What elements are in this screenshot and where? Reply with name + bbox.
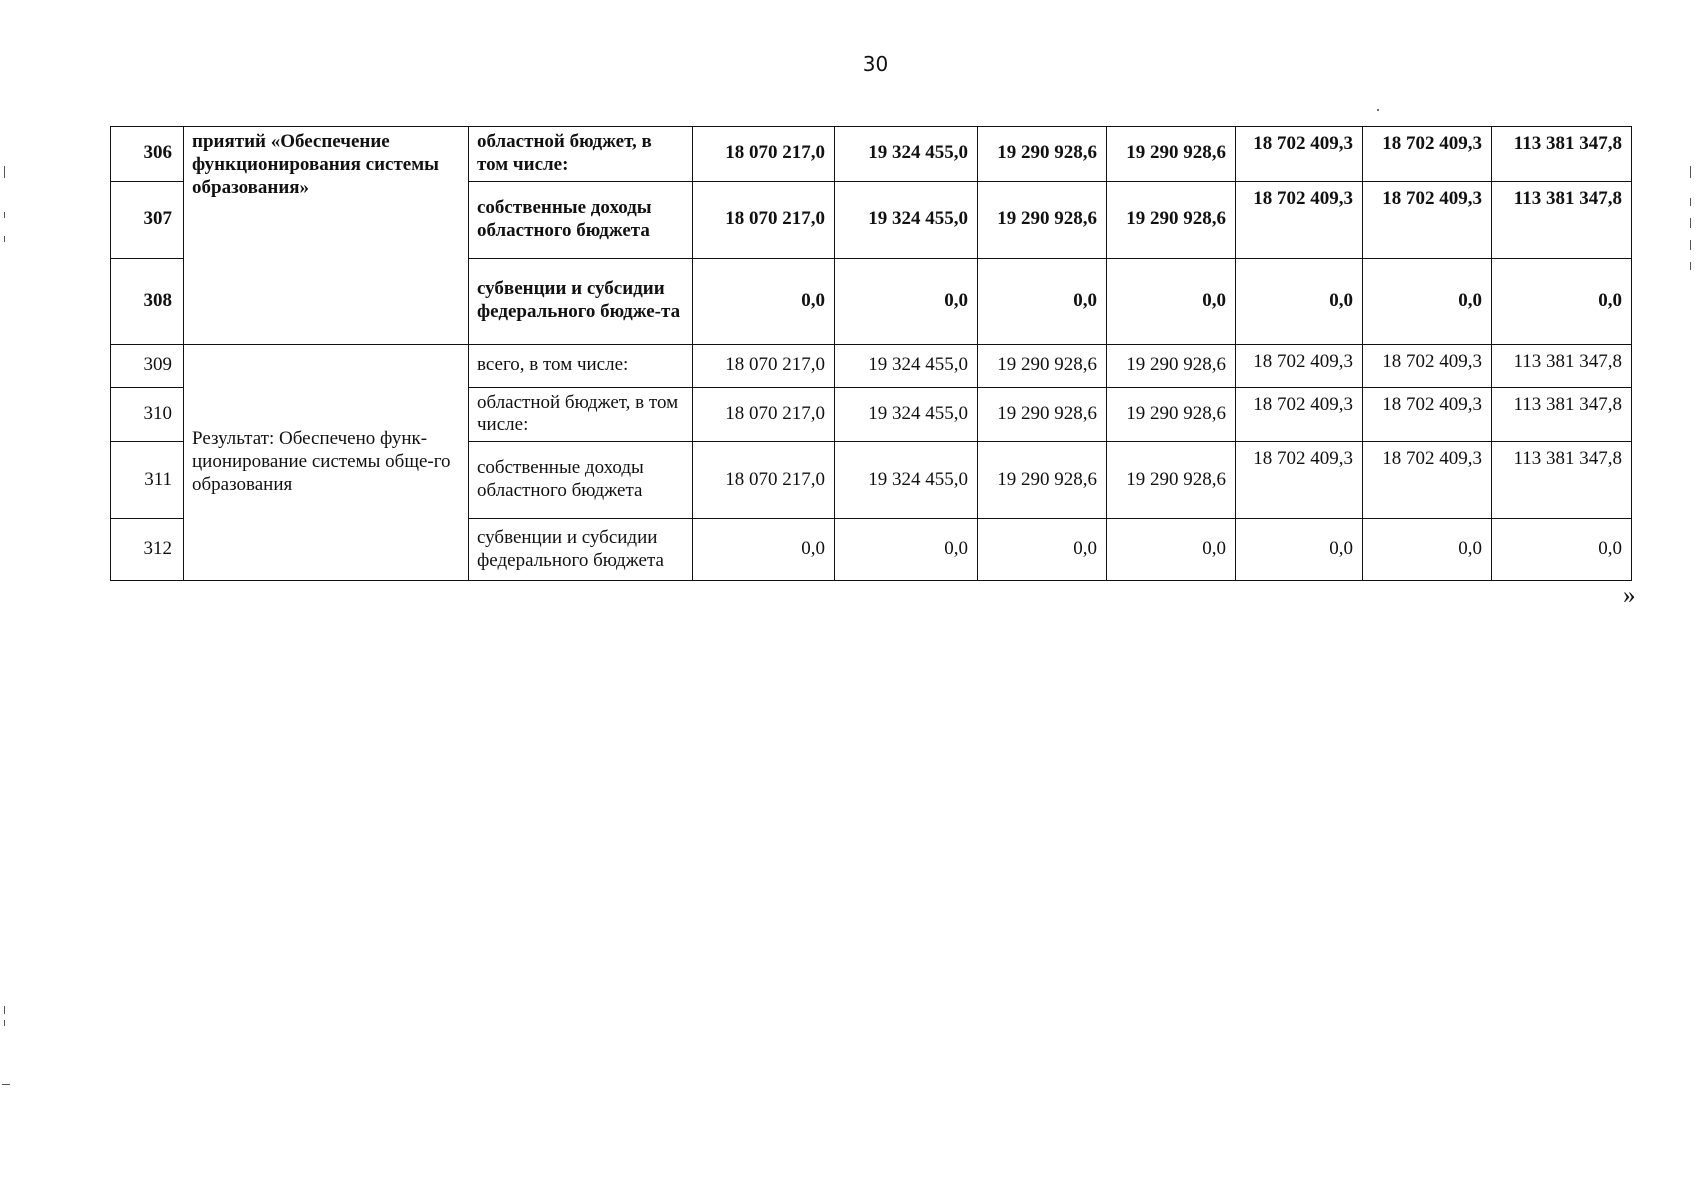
table-row: [111, 127, 1632, 182]
amount-cell: 113 381 347,8: [1492, 442, 1632, 519]
closing-quote-mark: »: [1623, 582, 1636, 609]
amount-cell: 19 290 928,6: [978, 387, 1107, 442]
funding-source-cell: областной бюджет, в том числе:: [469, 387, 693, 442]
amount-cell: 0,0: [1107, 258, 1236, 344]
amount-cell: 0,0: [693, 519, 835, 581]
amount-cell: 18 070 217,0: [693, 344, 835, 387]
amount-cell: 19 290 928,6: [1107, 127, 1236, 182]
funding-source-cell: субвенции и субсидии федерального бюджета: [469, 519, 693, 581]
scan-speck: [1377, 109, 1379, 111]
amount-cell: 18 702 409,3: [1236, 181, 1363, 258]
amount-cell: 18 702 409,3: [1236, 127, 1363, 182]
amount-cell: 113 381 347,8: [1492, 127, 1632, 182]
margin-mark: [1690, 262, 1691, 270]
margin-mark: [4, 236, 5, 242]
amount-cell: 0,0: [978, 519, 1107, 581]
row-number: 310: [111, 387, 184, 442]
amount-cell: 0,0: [1107, 519, 1236, 581]
funding-source-cell: субвенции и субсидии федерального бюдже-та: [469, 258, 693, 344]
amount-cell: 19 290 928,6: [1107, 442, 1236, 519]
margin-mark: [4, 1006, 5, 1014]
amount-cell: 19 290 928,6: [1107, 344, 1236, 387]
amount-cell: 18 070 217,0: [693, 442, 835, 519]
margin-mark: [1690, 166, 1691, 178]
amount-cell: 19 290 928,6: [978, 442, 1107, 519]
funding-source-cell: собственные доходы областного бюджета: [469, 442, 693, 519]
amount-cell: 19 290 928,6: [1107, 387, 1236, 442]
amount-cell: 0,0: [1363, 519, 1492, 581]
amount-cell: 0,0: [978, 258, 1107, 344]
amount-cell: 0,0: [835, 258, 978, 344]
amount-cell: 19 290 928,6: [1107, 181, 1236, 258]
funding-source-cell: областной бюджет, в том числе:: [469, 127, 693, 182]
margin-mark: [1690, 240, 1691, 250]
amount-cell: 113 381 347,8: [1492, 181, 1632, 258]
row-number: 312: [111, 519, 184, 581]
amount-cell: 18 702 409,3: [1236, 442, 1363, 519]
amount-cell: 113 381 347,8: [1492, 344, 1632, 387]
row-number: 309: [111, 344, 184, 387]
amount-cell: 0,0: [1363, 258, 1492, 344]
amount-cell: 19 324 455,0: [835, 442, 978, 519]
amount-cell: 0,0: [1236, 519, 1363, 581]
margin-mark: [4, 1020, 5, 1026]
amount-cell: 19 290 928,6: [978, 127, 1107, 182]
row-number: 307: [111, 181, 184, 258]
activity-name-cell: Результат: Обеспечено функ-ционирование системы обще-го образования: [184, 344, 469, 581]
table-row: [111, 344, 1632, 387]
amount-cell: 19 324 455,0: [835, 181, 978, 258]
amount-cell: 0,0: [1492, 519, 1632, 581]
row-number: 311: [111, 442, 184, 519]
budget-table: [110, 126, 1632, 581]
row-number: 306: [111, 127, 184, 182]
margin-mark: [1690, 218, 1691, 228]
row-number: 308: [111, 258, 184, 344]
margin-mark: [4, 166, 5, 178]
amount-cell: 18 702 409,3: [1236, 387, 1363, 442]
amount-cell: 18 702 409,3: [1363, 127, 1492, 182]
amount-cell: 18 702 409,3: [1363, 181, 1492, 258]
activity-name-cell: приятий «Обеспечение функционирования системы образования»: [184, 127, 469, 345]
amount-cell: 0,0: [1492, 258, 1632, 344]
amount-cell: 18 070 217,0: [693, 387, 835, 442]
margin-mark: [4, 212, 5, 218]
table-body: [111, 127, 1632, 581]
amount-cell: 113 381 347,8: [1492, 387, 1632, 442]
page-number: 30: [862, 52, 889, 76]
amount-cell: 18 070 217,0: [693, 127, 835, 182]
amount-cell: 18 702 409,3: [1363, 442, 1492, 519]
amount-cell: 18 702 409,3: [1363, 344, 1492, 387]
amount-cell: 0,0: [1236, 258, 1363, 344]
amount-cell: 0,0: [693, 258, 835, 344]
amount-cell: 18 702 409,3: [1236, 344, 1363, 387]
funding-source-cell: всего, в том числе:: [469, 344, 693, 387]
amount-cell: 0,0: [835, 519, 978, 581]
amount-cell: 19 324 455,0: [835, 387, 978, 442]
margin-mark: [1690, 198, 1691, 206]
amount-cell: 18 702 409,3: [1363, 387, 1492, 442]
amount-cell: 19 324 455,0: [835, 344, 978, 387]
margin-mark: [2, 1084, 10, 1085]
amount-cell: 18 070 217,0: [693, 181, 835, 258]
amount-cell: 19 324 455,0: [835, 127, 978, 182]
amount-cell: 19 290 928,6: [978, 344, 1107, 387]
funding-source-cell: собственные доходы областного бюджета: [469, 181, 693, 258]
amount-cell: 19 290 928,6: [978, 181, 1107, 258]
